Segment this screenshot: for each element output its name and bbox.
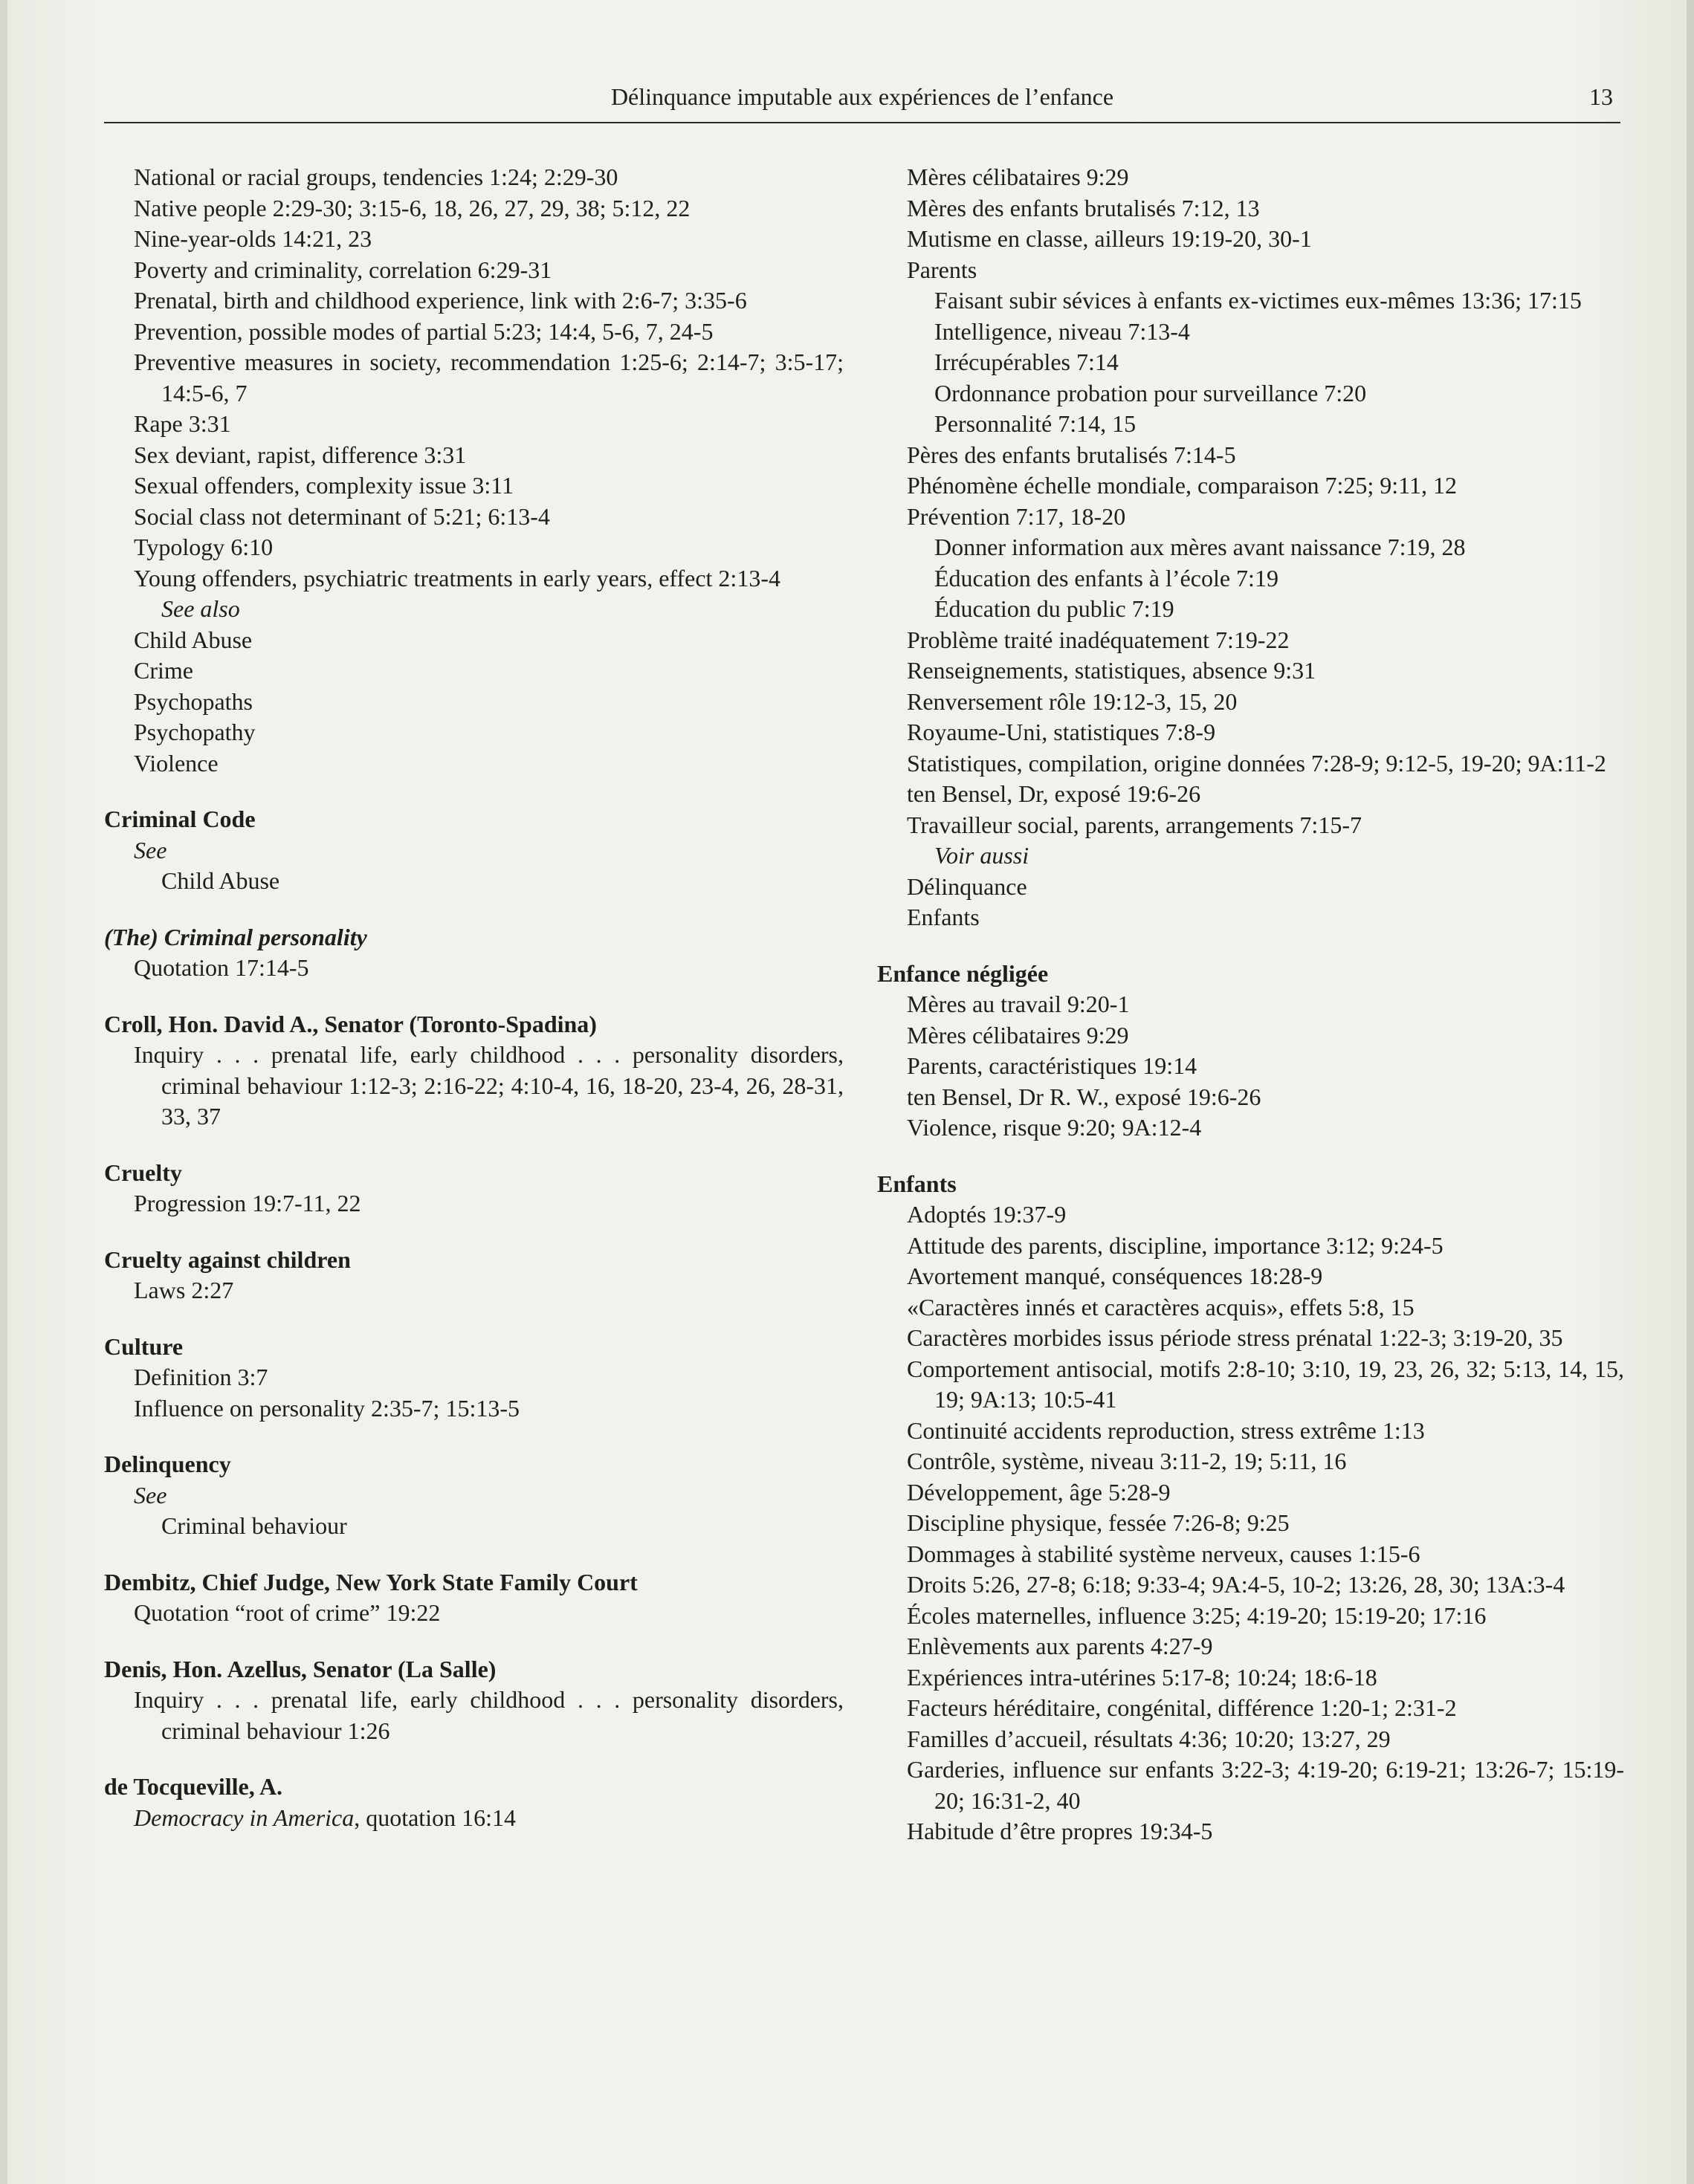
index-subentry: Adoptés 19:37-9 bbox=[907, 1201, 1067, 1228]
running-header bbox=[104, 80, 1620, 123]
entry-heading: Culture bbox=[104, 1332, 184, 1360]
book-title: Democracy in America bbox=[134, 1804, 355, 1831]
index-subentry: Enlèvements aux parents 4:27-9 bbox=[907, 1633, 1213, 1659]
entry-heading: Cruelty bbox=[104, 1159, 182, 1186]
index-subentry: Dommages à stabilité système nerveux, causes 1:15-6 bbox=[907, 1540, 1420, 1567]
index-subsubentry: Personnalité 7:14, 15 bbox=[934, 410, 1137, 437]
index-subentry: Mutisme en classe, ailleurs 19:19-20, 30-1 bbox=[907, 225, 1312, 252]
index-subentry: Violence, risque 9:20; 9A:12-4 bbox=[907, 1114, 1202, 1141]
index-subentry: Definition 3:7 bbox=[134, 1364, 268, 1390]
index-subentry: Mères des enfants brutalisés 7:12, 13 bbox=[907, 194, 1260, 221]
see-also-label: See also bbox=[161, 595, 240, 622]
index-subentry: Discipline physique, fessée 7:26-8; 9:25 bbox=[907, 1509, 1290, 1536]
left-column bbox=[104, 162, 844, 1833]
index-subentry: Statistiques, compilation, origine données 7:28-9; 9:12-5, 19-20; 9A:11-2 bbox=[907, 749, 1606, 777]
entry-heading: Delinquency bbox=[104, 1451, 231, 1477]
cross-reference: Enfants bbox=[907, 904, 980, 930]
index-subentry: Continuité accidents reproduction, stress extrême 1:13 bbox=[907, 1416, 1425, 1444]
entry-heading: de Tocqueville, A. bbox=[104, 1773, 283, 1800]
entry-heading: Enfance négligée bbox=[877, 959, 1049, 987]
index-subentry: Renversement rôle 19:12-3, 15, 20 bbox=[907, 687, 1238, 715]
page-edge-left bbox=[0, 0, 7, 2184]
index-subsubentry: Éducation du public 7:19 bbox=[934, 595, 1174, 622]
cross-reference: Psychopaths bbox=[134, 687, 253, 715]
cross-reference: Délinquance bbox=[907, 872, 1027, 900]
index-subentry: Caractères morbides issus période stress prénatal 1:22-3; 3:19-20, 35 bbox=[907, 1324, 1563, 1351]
header-title: Délinquance imputable aux expériences de l’enfance bbox=[610, 83, 1114, 110]
index-subentry: Avortement manqué, conséquences 18:28-9 bbox=[907, 1263, 1323, 1289]
index-subentry: Renseignements, statistiques, absence 9:31 bbox=[907, 657, 1316, 684]
index-subentry: «Caractères innés et caractères acquis», effets 5:8, 15 bbox=[907, 1293, 1415, 1321]
index-subentry: Prenatal, birth and childhood experience, link with 2:6-7; 3:35-6 bbox=[134, 287, 747, 314]
entry-heading: Denis, Hon. Azellus, Senator (La Salle) bbox=[104, 1655, 497, 1682]
entry-heading: (The) Criminal personality bbox=[104, 923, 367, 950]
entry-heading: Dembitz, Chief Judge, New York State Family Court bbox=[104, 1568, 638, 1595]
index-subentry: Progression 19:7-11, 22 bbox=[134, 1190, 361, 1216]
index-subentry: Rape 3:31 bbox=[134, 410, 231, 437]
index-subentry: Sex deviant, rapist, difference 3:31 bbox=[134, 441, 467, 468]
index-subentry: Preventive measures in society, recommendation 1:25-6; 2:14-7; 3:5-17; 14:5-6, 7 bbox=[134, 349, 844, 406]
index-subentry: Prévention 7:17, 18-20 bbox=[907, 502, 1126, 530]
index-subentry: Familles d’accueil, résultats 4:36; 10:20; 13:27, 29 bbox=[907, 1725, 1391, 1752]
entry-heading: Croll, Hon. David A., Senator (Toronto-Spadina) bbox=[104, 1010, 597, 1037]
index-subentry: Problème traité inadéquatement 7:19-22 bbox=[907, 626, 1290, 653]
index-subentry: Facteurs héréditaire, congénital, différence 1:20-1; 2:31-2 bbox=[907, 1694, 1457, 1721]
index-subentry: Inquiry . . . prenatal life, early childhood . . . personality disorders, criminal behaviour 1:12-3; 2:16-22; 4:10-4, 16, 18-20, 23-4, 26, 28-31, 33, 37 bbox=[134, 1041, 844, 1130]
index-subentry: Développement, âge 5:28-9 bbox=[907, 1478, 1171, 1506]
right-column bbox=[877, 162, 1624, 1847]
index-subentry: Comportement antisocial, motifs 2:8-10; 3:10, 19, 23, 26, 32; 5:13, 14, 15, 19; 9A:13; 10:5-41 bbox=[907, 1355, 1624, 1413]
page-number: 13 bbox=[1589, 83, 1613, 110]
voir-aussi-label: Voir aussi bbox=[934, 842, 1029, 869]
index-subentry: ten Bensel, Dr, exposé 19:6-26 bbox=[907, 780, 1201, 807]
entry-heading: Criminal Code bbox=[104, 806, 256, 832]
index-subentry: Parents bbox=[907, 256, 977, 283]
index-subentry: Garderies, influence sur enfants 3:22-3; 4:19-20; 6:19-21; 13:26-7; 15:19-20; 16:31-2, 40 bbox=[907, 1756, 1624, 1814]
index-subentry: ten Bensel, Dr R. W., exposé 19:6-26 bbox=[907, 1083, 1261, 1110]
index-subsubentry: Donner information aux mères avant naissance 7:19, 28 bbox=[934, 534, 1466, 560]
index-subentry: Native people 2:29-30; 3:15-6, 18, 26, 27, 29, 38; 5:12, 22 bbox=[134, 194, 691, 221]
index-subentry: Sexual offenders, complexity issue 3:11 bbox=[134, 472, 514, 499]
index-subentry: Quotation 17:14-5 bbox=[134, 954, 309, 981]
index-subentry: Travailleur social, parents, arrangements 7:15-7 bbox=[907, 811, 1362, 838]
index-subentry: Habitude d’être propres 19:34-5 bbox=[907, 1818, 1213, 1844]
index-subentry: Phénomène échelle mondiale, comparaison 7:25; 9:11, 12 bbox=[907, 472, 1457, 499]
page-edge-right bbox=[1687, 0, 1694, 2184]
index-subentry: Expériences intra-utérines 5:17-8; 10:24; 18:6-18 bbox=[907, 1663, 1377, 1691]
index-subsubentry: Faisant subir sévices à enfants ex-victimes eux-mêmes 13:36; 17:15 bbox=[934, 287, 1582, 314]
cross-reference: Child Abuse bbox=[161, 867, 280, 894]
index-subentry: Quotation “root of crime” 19:22 bbox=[134, 1599, 441, 1626]
see-label: See bbox=[134, 1481, 167, 1509]
index-subentry: Droits 5:26, 27-8; 6:18; 9:33-4; 9A:4-5, 10-2; 13:26, 28, 30; 13A:3-4 bbox=[907, 1571, 1565, 1598]
index-subentry: Laws 2:27 bbox=[134, 1277, 234, 1303]
index-subentry: National or racial groups, tendencies 1:24; 2:29-30 bbox=[134, 163, 618, 190]
see-label: See bbox=[134, 836, 167, 863]
index-subentry: Contrôle, système, niveau 3:11-2, 19; 5:11, 16 bbox=[907, 1448, 1347, 1474]
index-subentry: Social class not determinant of 5:21; 6:13-4 bbox=[134, 502, 550, 530]
cross-reference: Criminal behaviour bbox=[161, 1512, 347, 1539]
index-subentry: Typology 6:10 bbox=[134, 534, 274, 560]
index-subentry: Mères célibataires 9:29 bbox=[907, 1021, 1129, 1049]
index-subentry: Nine-year-olds 14:21, 23 bbox=[134, 225, 372, 252]
cross-reference: Violence bbox=[134, 749, 219, 777]
locator: , quotation 16:14 bbox=[354, 1804, 516, 1831]
cross-reference: Child Abuse bbox=[134, 626, 253, 653]
index-subentry: Royaume-Uni, statistiques 7:8-9 bbox=[907, 719, 1216, 745]
index-subentry: Mères célibataires 9:29 bbox=[907, 163, 1129, 190]
index-subentry: Young offenders, psychiatric treatments in early years, effect 2:13-4 bbox=[134, 564, 780, 592]
cross-reference: Crime bbox=[134, 657, 193, 684]
index-subsubentry: Intelligence, niveau 7:13-4 bbox=[934, 317, 1190, 345]
index-subentry: Influence on personality 2:35-7; 15:13-5 bbox=[134, 1394, 520, 1422]
continued-entry bbox=[104, 162, 844, 779]
index-subentry: Attitude des parents, discipline, importance 3:12; 9:24-5 bbox=[907, 1231, 1444, 1259]
index-subsubentry: Éducation des enfants à l’école 7:19 bbox=[934, 564, 1278, 592]
index-subsubentry: Ordonnance probation pour surveillance 7:20 bbox=[934, 379, 1367, 406]
index-subentry: Poverty and criminality, correlation 6:29-31 bbox=[134, 256, 552, 283]
index-subentry: Mères au travail 9:20-1 bbox=[907, 991, 1130, 1017]
index-subentry: Inquiry . . . prenatal life, early childhood . . . personality disorders, criminal behaviour 1:26 bbox=[134, 1686, 844, 1744]
index-subentry: Parents, caractéristiques 19:14 bbox=[907, 1052, 1197, 1079]
index-subentry: Écoles maternelles, influence 3:25; 4:19-20; 15:19-20; 17:16 bbox=[907, 1601, 1487, 1629]
cross-reference: Psychopathy bbox=[134, 719, 256, 745]
index-subsubentry: Irrécupérables 7:14 bbox=[934, 349, 1119, 375]
index-subentry: Pères des enfants brutalisés 7:14-5 bbox=[907, 441, 1236, 468]
entry-heading: Enfants bbox=[877, 1170, 957, 1197]
entry-heading: Cruelty against children bbox=[104, 1245, 351, 1273]
index-subentry: Prevention, possible modes of partial 5:23; 14:4, 5-6, 7, 24-5 bbox=[134, 317, 714, 345]
index-subentry bbox=[104, 1803, 844, 1834]
